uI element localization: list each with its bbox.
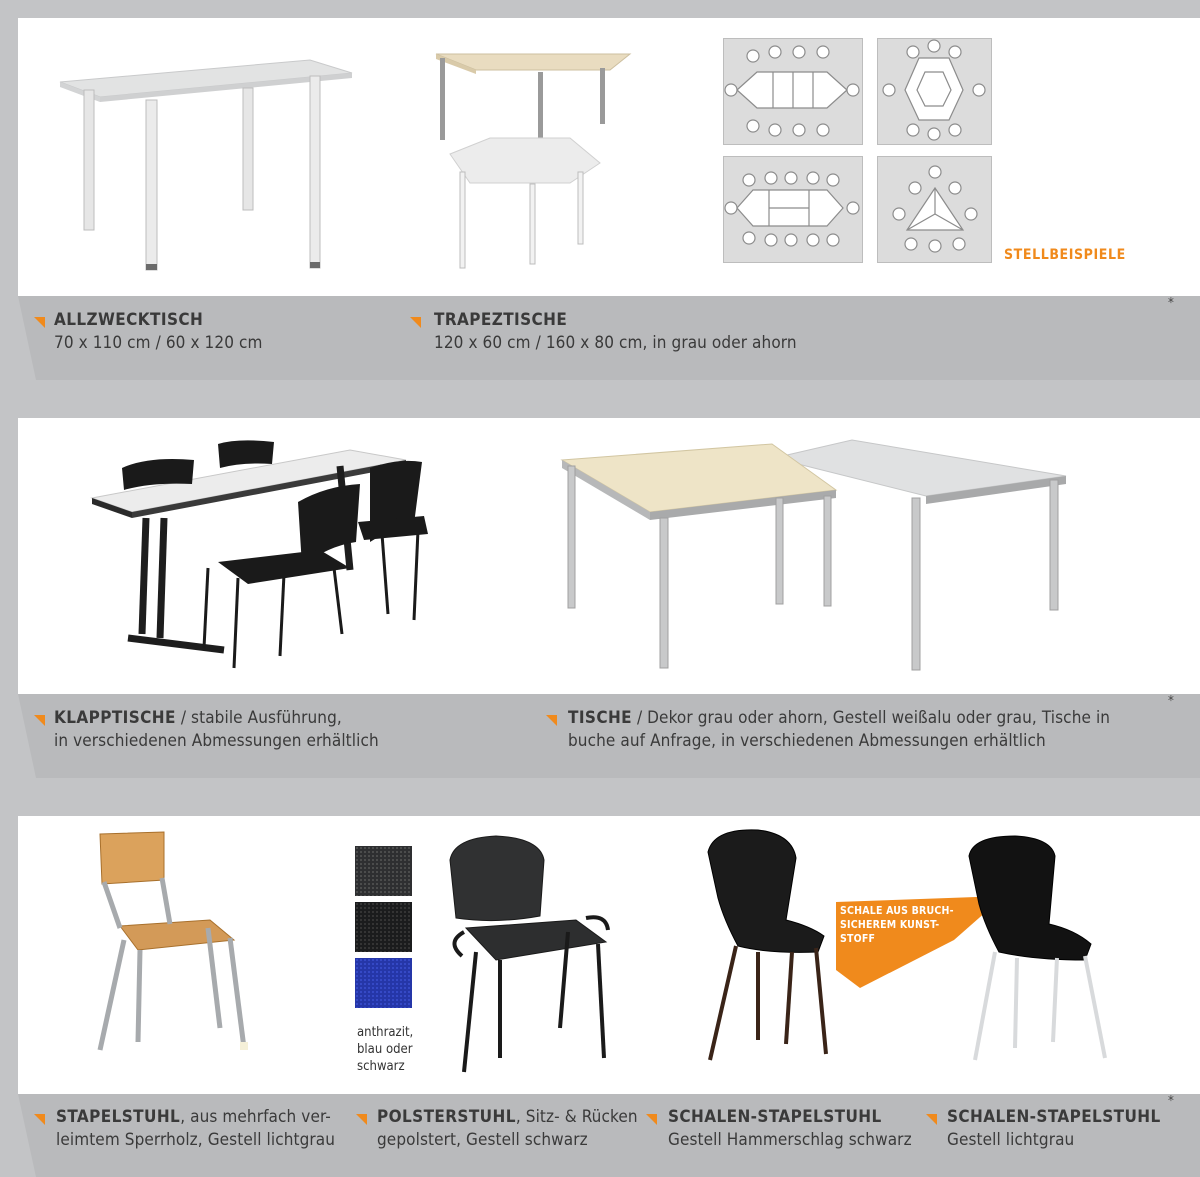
arrow-icon [546, 715, 557, 726]
swatch-caption-line: schwarz [357, 1059, 405, 1074]
caption-stapelstuhl [56, 1106, 335, 1152]
stellbeispiele-label: STELLBEISPIELE [1004, 247, 1126, 263]
swatch-caption-line: blau oder [357, 1042, 413, 1057]
arrow-icon [646, 1114, 657, 1125]
callout-line: STOFF [840, 933, 876, 945]
arrow-icon [34, 1114, 45, 1125]
caption-title: TISCHE [568, 708, 633, 728]
caption-title: SCHALEN-STAPELSTUHL [947, 1107, 1161, 1127]
caption-title: TRAPEZTISCHE [434, 310, 568, 330]
caption-desc-2: leimtem Sperrholz, Gestell lichtgrau [56, 1130, 336, 1150]
tische-image [560, 440, 1070, 672]
caption-desc: 120 x 60 cm / 160 x 80 cm, in grau oder ahorn [434, 333, 797, 353]
footnote-marker: * [1168, 694, 1174, 709]
caption-desc-1: / stabile Ausführung, [175, 708, 342, 728]
arrow-icon [926, 1114, 937, 1125]
arrow-icon [410, 317, 421, 328]
footnote-marker: * [1168, 1094, 1174, 1109]
swatch-schwarz [355, 902, 412, 952]
callout-text [840, 904, 954, 946]
swatch-caption [357, 1024, 413, 1075]
callout-line: SICHEREM KUNST- [840, 919, 940, 931]
caption-desc: 70 x 110 cm / 60 x 120 cm [54, 333, 263, 353]
arrow-icon [34, 715, 45, 726]
caption-desc-2: buche auf Anfrage, in verschiedenen Abmessungen erhältlich [568, 731, 1046, 751]
caption-schalenstuhl-lichtgrau [947, 1106, 1161, 1152]
klapptisch-image [88, 438, 433, 680]
caption-desc-2: Gestell Hammerschlag schwarz [668, 1130, 912, 1150]
caption-title: STAPELSTUHL [56, 1107, 181, 1127]
caption-title: SCHALEN-STAPELSTUHL [668, 1107, 882, 1127]
polsterstuhl-image [436, 832, 616, 1082]
caption-desc-1: , aus mehrfach ver- [180, 1107, 331, 1127]
arrow-icon [34, 317, 45, 328]
caption-desc-1: , Sitz- & Rücken [515, 1107, 638, 1127]
caption-title: POLSTERSTUHL [377, 1107, 516, 1127]
caption-klapptische [54, 707, 379, 753]
caption-trapeztische [434, 309, 797, 355]
caption-polsterstuhl [377, 1106, 638, 1152]
caption-desc-1: / Dekor grau oder ahorn, Gestell weißalu oder grau, Tische in [632, 708, 1111, 728]
schalenstuhl-schwarz-image [700, 828, 840, 1088]
caption-tische [568, 707, 1110, 753]
caption-title: ALLZWECKTISCH [54, 310, 204, 330]
stellbeispiele-drawing [723, 38, 991, 262]
caption-title: KLAPPTISCHE [54, 708, 176, 728]
swatch-caption-line: anthrazit, [357, 1025, 414, 1040]
allzwecktisch-image [60, 60, 360, 280]
caption-schalenstuhl-schwarz [668, 1106, 912, 1152]
trapeztisch-image [430, 48, 640, 278]
swatch-blau [355, 958, 412, 1008]
swatch-anthrazit [355, 846, 412, 896]
schalenstuhl-lichtgrau-image [955, 834, 1115, 1074]
arrow-icon [356, 1114, 367, 1125]
caption-desc-2: in verschiedenen Abmessungen erhältlich [54, 731, 379, 751]
caption-desc-2: Gestell lichtgrau [947, 1130, 1075, 1150]
callout-line: SCHALE AUS BRUCH- [840, 905, 954, 917]
caption-desc-2: gepolstert, Gestell schwarz [377, 1130, 588, 1150]
caption-allzwecktisch [54, 309, 263, 355]
footnote-marker: * [1168, 296, 1174, 311]
stapelstuhl-image [80, 828, 260, 1068]
